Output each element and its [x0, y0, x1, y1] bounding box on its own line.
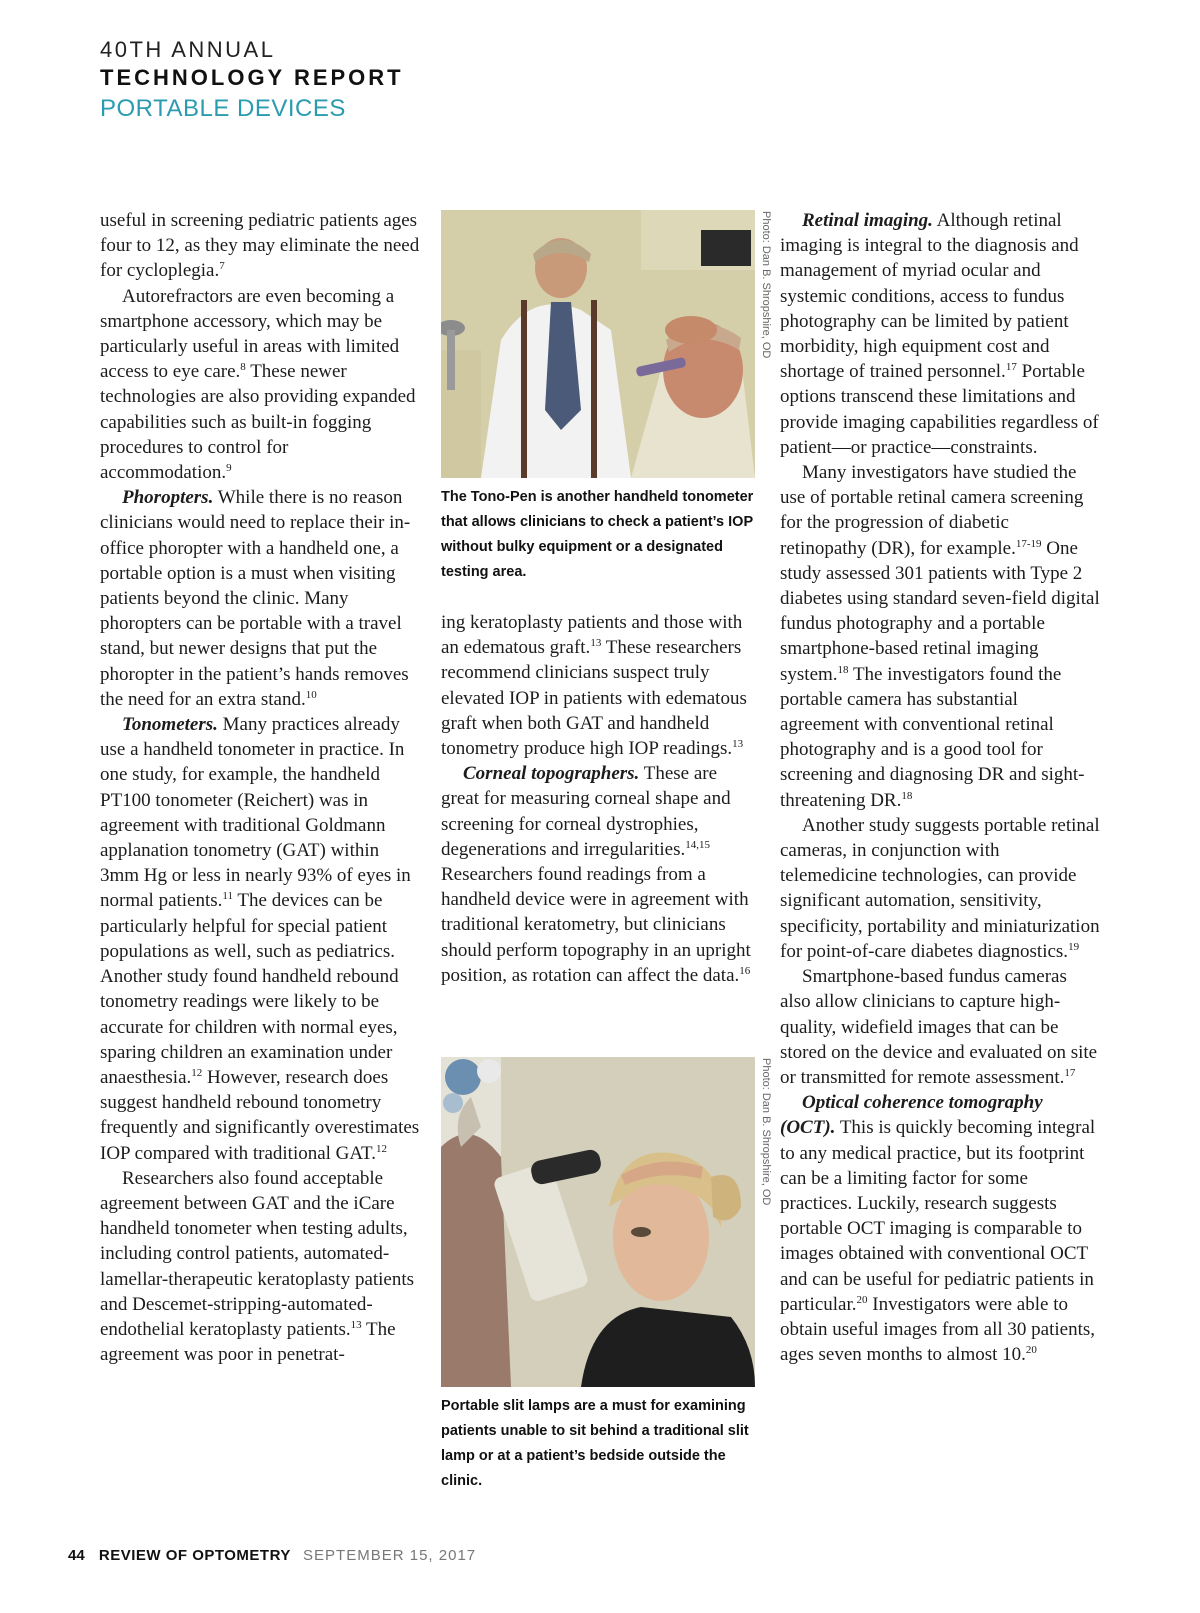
figure-caption-2: Portable slit lamps are a must for examining patients unable to sit behind a traditional slit lamp or at a patient’s bedside outside the clinic. — [441, 1398, 749, 1489]
paragraph: Researchers also found acceptable agreement between GAT and the iCare handheld tonometer when testing adults, including control patients, automated-lamellar-therapeutic keratoplasty patients and Descemet-stripping-automated-endothelial keratoplasty patients.$^{13}$ The agreement was poor in penetrat- — [100, 1167, 415, 1366]
photo-credit-2: Photo: Dan B. Shropshire, OD — [760, 1058, 772, 1206]
text-column-2 — [441, 610, 751, 988]
paragraph-tonometers: Tonometers. Many practices already use a handheld tonometer in practice. In one study, for example, the handheld PT100 tonometer (Reichert) was in agreement with traditional Goldmann applanation tonometry (GAT) within 3mm Hg or less in nearly 93% of eyes in normal patients.$^{11}$ The devices can be particularly helpful for special patient populations as well, such as pediatrics. Another study found handheld rebound tonometry readings were likely to be accurate for children with normal eyes, sparing children an examination under anaesthesia.$^{12}$ However, research does suggest handheld rebound tonometry frequently and significantly overestimates IOP compared with traditional GAT.$^{12}$ — [100, 714, 420, 1164]
text-column-1 — [100, 208, 420, 1367]
header-report-title: TECHNOLOGY REPORT — [100, 65, 404, 90]
photo-credit-1: Photo: Dan B. Shropshire, OD — [760, 211, 772, 359]
paragraph: Autorefractors are even becoming a smartphone accessory, which may be particularly useful in areas with limited access to eye care.$^8$ These newer technologies are also providing expanded capabilities such as built-in fogging procedures to control for accommodation.$^9$ — [100, 285, 416, 484]
paragraph: useful in screening pediatric patients ages four to 12, as they may eliminate the need for cycloplegia.$^7$ — [100, 210, 420, 282]
figure-caption-1: The Tono-Pen is another handheld tonometer that allows clinicians to check a patient’s IOP without bulky equipment or a designated testing area. — [441, 489, 754, 580]
paragraph-phoropters: Phoropters. While there is no reason clinicians would need to replace their in-office phoropter with a handheld one, a portable option is a must when visiting patients beyond the clinic. Many phoropters can be portable with a travel stand, but newer designs that put the phoropter in the patient’s hands removes the need for an extra stand.$^{10}$ — [100, 487, 411, 710]
paragraph-retinal-imaging: Retinal imaging. Although retinal imaging is integral to the diagnosis and management of myriad ocular and systemic conditions, access to fundus photography can be limited by patient morbidity, high equipment cost and shortage of trained personnel.$^{17}$ Portable options transcend these limitations and provide imaging capabilities regardless of patient—or practice—constraints. — [780, 210, 1099, 458]
page-number: 44 — [68, 1547, 85, 1564]
header-section: PORTABLE DEVICES — [100, 95, 346, 122]
paragraph: Smartphone-based fundus cameras also allow clinicians to capture high-quality, widefield images that can be stored on the device and evaluated on site or transmitted for remote assessment.$^{17}$ — [780, 966, 1098, 1088]
header-annual: 40TH ANNUAL — [100, 37, 276, 62]
portable-slit-lamp-photo — [441, 1057, 755, 1387]
paragraph-corneal-topographers: Corneal topographers. These are great for measuring corneal shape and screening for corneal dystrophies, degenerations and irregularities.$^{14,15}$ Researchers found readings from a handheld device were in agreement with traditional keratometry, but clinicians should perform topography in an upright position, as rotation can affect the data.$^{16}$ — [441, 763, 751, 986]
tono-pen-photo — [441, 210, 755, 478]
paragraph: ing keratoplasty patients and those with an edematous graft.$^{13}$ These researchers recommend clinicians suspect truly elevated IOP in patients with edematous graft when both GAT and handheld tonometry produce high IOP readings.$^{13}$ — [441, 612, 747, 760]
paragraph: Many investigators have studied the use of portable retinal camera screening for the progression of diabetic retinopathy (DR), for example.$^{17-19}$ One study assessed 301 patients with Type 2 diabetes using standard seven-field digital fundus photography and a portable smartphone-based retinal imaging system.$^{18}$ The investigators found the portable camera has substantial agreement with conventional retinal photography and is a good tool for screening and diagnosing DR and sight-threatening DR.$^{18}$ — [780, 462, 1100, 811]
publication-name: REVIEW OF OPTOMETRY — [98, 1547, 291, 1564]
page-footer — [68, 1547, 476, 1564]
issue-date: SEPTEMBER 15, 2017 — [303, 1547, 477, 1564]
paragraph: Another study suggests portable retinal cameras, in conjunction with telemedicine technologies, can provide significant automation, sensitivity, specificity, portability and miniaturization for point-of-care diabetes diagnostics.$^{19}$ — [780, 814, 1100, 962]
text-column-3 — [780, 208, 1100, 1367]
paragraph-oct: Optical coherence tomography (OCT). This is quickly becoming integral to any medical practice, but its footprint can be a limiting factor for some practices. Luckily, research suggests portable OCT imaging is comparable to images obtained with conventional OCT and can be useful for pediatric patients in particular.$^{20}$ Investigators were able to obtain useful images from all 30 patients, ages seven months to almost 10.20 — [780, 1092, 1096, 1366]
page-header — [100, 36, 404, 126]
